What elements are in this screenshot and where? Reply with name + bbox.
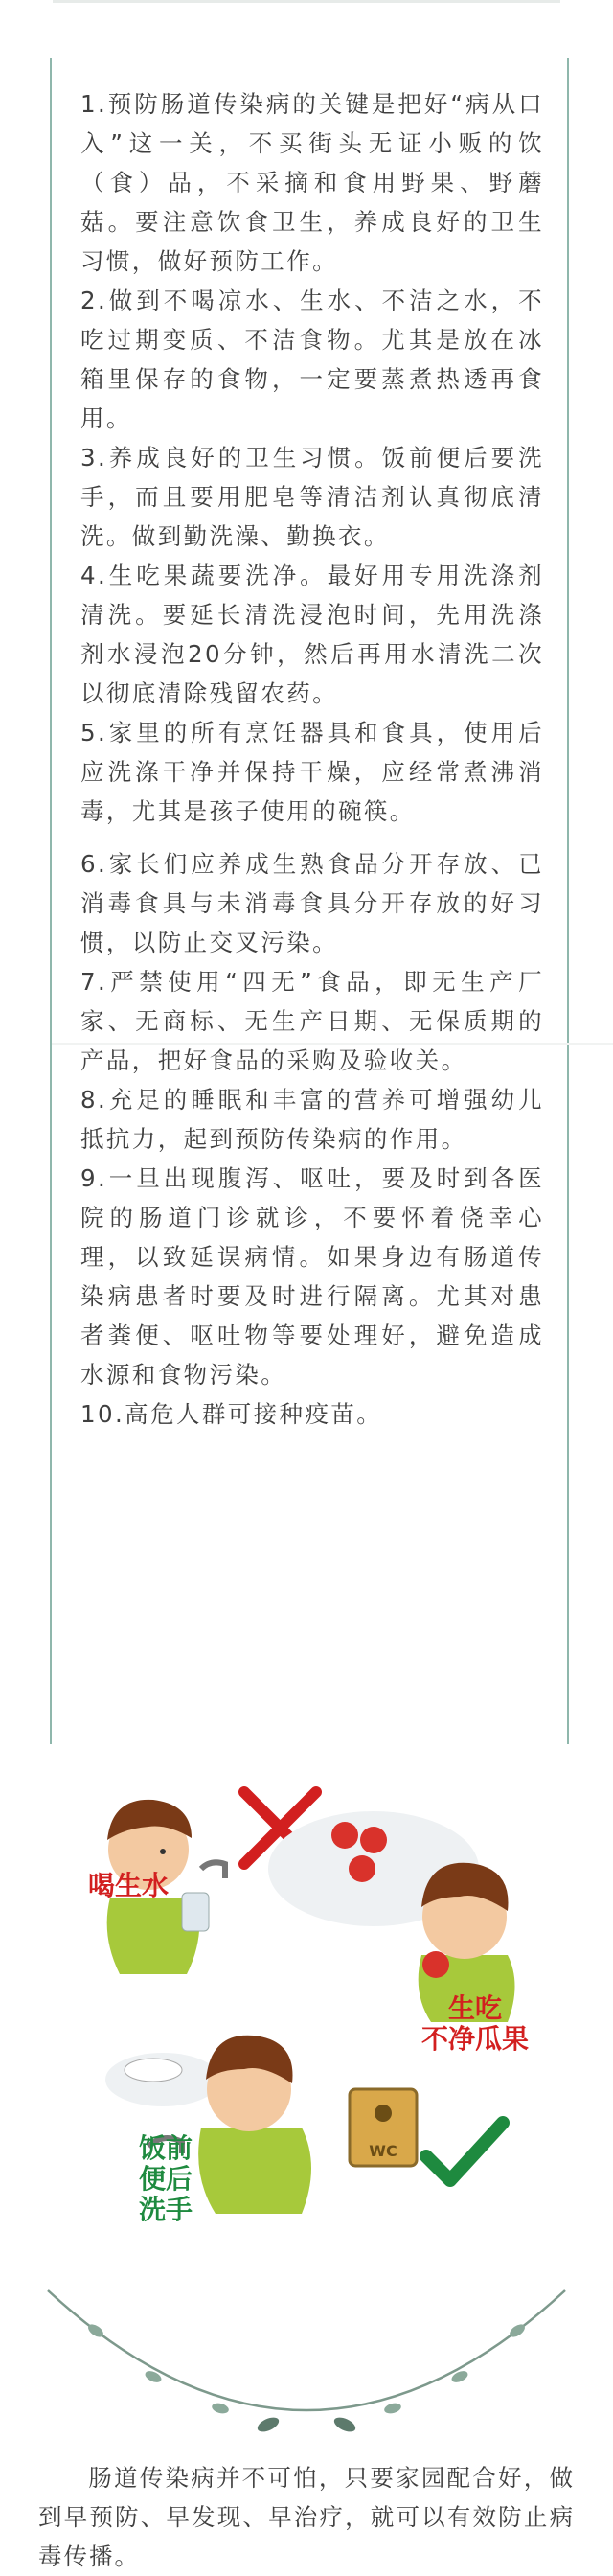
- tip-8: 8.充足的睡眠和丰富的营养可增强幼儿抵抗力，起到预防传染病的作用。: [80, 1086, 544, 1153]
- section-divider: [52, 1043, 613, 1045]
- tips-panel: [50, 58, 569, 1744]
- caption-fruit-line-1: 生吃: [448, 1992, 503, 2024]
- tip-5: 5.家里的所有烹饪器具和食具，使用后应洗涤干净并保持干燥，应经常煮沸消毒，尤其是孩子使用的碗筷。: [80, 719, 544, 825]
- tip-6: 6.家长们应养成生熟食品分开存放、已消毒食具与未消毒食具分开存放的好习惯，以防止交叉污染。: [80, 850, 544, 956]
- tip-2: 2.做到不喝凉水、生水、不洁之水，不吃过期变质、不洁食物。尤其是放在冰箱里保存的食物，一定要蒸煮热透再食用。: [80, 287, 544, 432]
- toilet-sign-label: WC: [369, 2142, 397, 2160]
- tip-3: 3.养成良好的卫生习惯。饭前便后要洗手，而且要用肥皂等清洁剂认真彻底清洗。做到勤洗澡、勤换衣。: [80, 444, 544, 550]
- tip-10: 10.高危人群可接种疫苗。: [80, 1400, 383, 1428]
- closing-paragraph: [38, 2458, 575, 2576]
- green-check-icon: [426, 2123, 503, 2180]
- caption-wash-line-2: 便后: [139, 2163, 193, 2195]
- closing-text: 肠道传染病并不可怕，只要家园配合好，做到早预防、早发现、早治疗，就可以有效防止病毒传播。: [38, 2464, 575, 2570]
- caption-unwashed-fruit: [421, 1993, 529, 2055]
- tips-list: [80, 84, 544, 1434]
- tip-9: 9.一旦出现腹泻、呕吐，要及时到各医院的肠道门诊就诊，不要怀着侥幸心理，以致延误病情。如果身边有肠道传染病患者时要及时进行隔离。尤其对患者粪便、呕吐物等要处理好，避免造成水源和食物污染。: [80, 1164, 544, 1389]
- caption-drink-raw-water: 喝生水: [88, 1870, 170, 1901]
- tip-1: 1.预防肠道传染病的关键是把好“病从口入”这一关，不买街头无证小贩的饮（食）品，不采摘和食用野果、野蘑菇。要注意饮食卫生，养成良好的卫生习惯，做好预防工作。: [80, 90, 544, 275]
- toilet-sign-icon: [350, 2089, 417, 2166]
- caption-wash-hands: [139, 2133, 193, 2225]
- caption-wash-line-3: 洗手: [139, 2194, 193, 2225]
- tip-7: 7.严禁使用“四无”食品，即无生产厂家、无商标、无生产日期、无保质期的产品，把好食品的采购及验收关。: [80, 968, 544, 1074]
- top-divider: [53, 0, 560, 3]
- caption-wash-line-1: 饭前: [139, 2132, 193, 2164]
- caption-fruit-line-2: 不净瓜果: [421, 2023, 530, 2055]
- boy-washing-hands-figure: [105, 2036, 311, 2214]
- tip-4: 4.生吃果蔬要洗净。最好用专用洗涤剂清洗。要延长清洗浸泡时间，先用洗涤剂水浸泡20分钟，然后再用水清洗二次以彻底清除残留农药。: [80, 562, 544, 707]
- vine-decoration: [38, 2281, 575, 2463]
- boy-eating-fruit-figure: [268, 1811, 515, 2022]
